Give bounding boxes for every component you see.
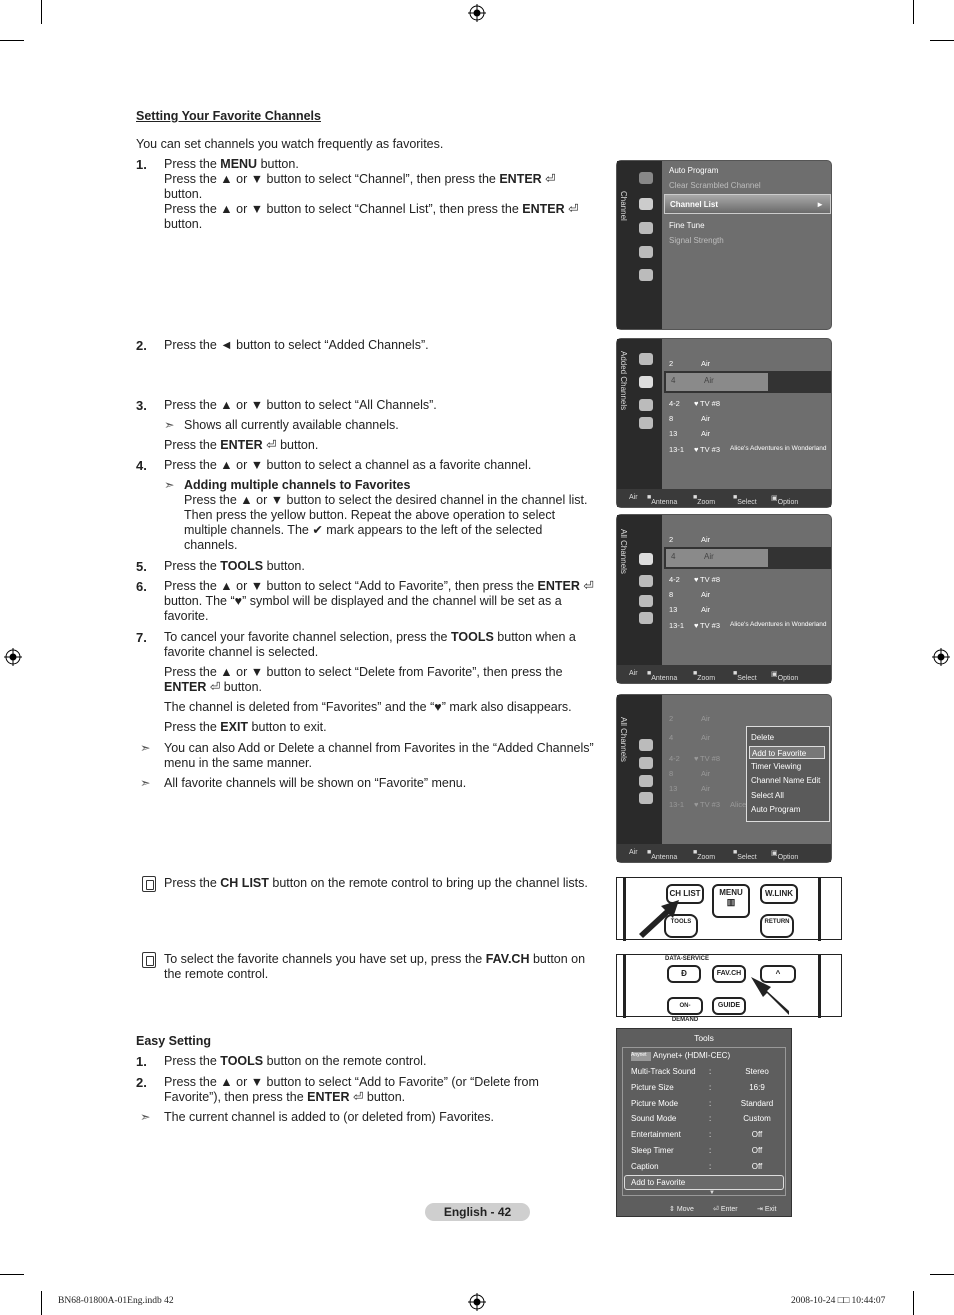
- return-button[interactable]: RETURN: [760, 914, 794, 938]
- channel-row[interactable]: 4-2 ♥ TV #8: [669, 399, 721, 408]
- crop-mark: [930, 40, 954, 41]
- tools-item[interactable]: Picture Size : 16:9: [631, 1083, 765, 1092]
- step-number: 7.: [136, 630, 147, 645]
- arrow-right-icon: ►: [816, 200, 824, 209]
- tools-menu: [616, 1028, 792, 1217]
- all-channels-icon: [639, 739, 653, 751]
- channel-row-selected[interactable]: 4 Air: [669, 733, 711, 742]
- channel-row[interactable]: 13-1 ♥ TV #3 Alice's Adventures in Wonderland: [669, 445, 827, 454]
- tools-item[interactable]: Caption : Off: [631, 1162, 763, 1171]
- registration-mark-icon: [4, 648, 22, 666]
- step-text: Press the ▲ or ▼ button to select “All Channels”.: [164, 398, 437, 412]
- subnote-body: Press the ▲ or ▼ button to select the desired channel in the channel list. Then press the yellow button. Repeat the above operation to select multiple channels. The ✔ mark appears to the left of the selected channels.: [184, 493, 588, 552]
- added-channels-icon: [639, 575, 653, 587]
- easy-note: ➣ The current channel is added to (or deleted from) Favorites.: [140, 1110, 495, 1124]
- channel-row[interactable]: 4-2 ♥ TV #8: [669, 575, 721, 584]
- step-2: [136, 338, 596, 353]
- sidebar-label: Channel: [619, 191, 628, 221]
- crop-mark: [41, 1291, 42, 1315]
- popup-item-delete[interactable]: Delete: [751, 733, 775, 742]
- programmed-icon: [639, 417, 653, 429]
- tools-footer-enter: ⏎ Enter: [713, 1206, 738, 1213]
- channel-row[interactable]: 2 Air: [669, 359, 711, 368]
- picture-icon: [639, 172, 653, 184]
- channel-list-footer: Air ■ Antenna ■ Zoom ■ Select ▣ Option: [617, 665, 831, 683]
- step-number: 2.: [136, 338, 147, 353]
- enter-icon: ⏎: [541, 172, 556, 186]
- easy-setting-title: Easy Setting: [136, 1034, 212, 1048]
- step-subnote: Shows all currently available channels.: [184, 418, 399, 432]
- channel-row[interactable]: 8 Air: [669, 590, 711, 599]
- step-3: 3. Press the ▲ or ▼ button to select “All Channels”. ➣ Shows all currently available channels. Press the ENTER ⏎ button.: [136, 398, 596, 453]
- tools-item-anynet[interactable]: Anynet Anynet+ (HDMI-CEC): [631, 1051, 731, 1060]
- added-channels-icon: [639, 757, 653, 769]
- menu-item-auto-program[interactable]: Auto Program: [669, 166, 719, 175]
- anynet-logo-icon: Anynet: [631, 1052, 651, 1061]
- page-number-badge: English - 42: [425, 1203, 530, 1221]
- crop-mark: [0, 1274, 24, 1275]
- note-fav-ch: To select the favorite channels you have set up, press the FAV.CH button on the remote control.: [164, 952, 586, 981]
- channel-row[interactable]: 13-1 ♥ TV #3 Alice's Adventures in Wonderland: [669, 621, 827, 630]
- crop-mark: [41, 0, 42, 24]
- heart-icon: ♥: [694, 800, 699, 809]
- tools-title: Tools: [694, 1033, 714, 1043]
- step-1: 1. Press the MENU button. Press the ▲ or ▼ button to select “Channel”, then press the ENTER ⏎ button. Press the ▲ or ▼ button to select “Channel List”, then press the ENTER ⏎ button.: [136, 157, 579, 231]
- application-icon: [639, 269, 653, 281]
- easy-step-2: 2. Press the ▲ or ▼ button to select “Add to Favorite” (or “Delete from Favorite”), then press the ENTER ⏎ button.: [136, 1075, 539, 1104]
- popup-item-auto-program[interactable]: Auto Program: [751, 805, 801, 814]
- channel-row[interactable]: 13 Air: [669, 429, 711, 438]
- step-4: [136, 458, 596, 553]
- enter-icon: ⏎: [564, 202, 579, 216]
- channel-row-selected[interactable]: 4 Air: [664, 371, 831, 393]
- guide-button[interactable]: GUIDE: [712, 997, 746, 1015]
- ch-list-button[interactable]: CH LIST: [666, 884, 704, 904]
- step-number: 6.: [136, 579, 147, 594]
- crop-mark: [913, 0, 914, 24]
- channel-row[interactable]: 4-2 ♥ TV #8: [669, 754, 721, 763]
- step-text: The channel is deleted from “Favorites” and the “♥” mark also disappears.: [164, 700, 572, 714]
- channel-row[interactable]: 13 Air: [669, 784, 711, 793]
- tools-item[interactable]: Picture Mode : Standard: [631, 1099, 774, 1108]
- note-add-delete: ➣ You can also Add or Delete a channel from Favorites in the “Added Channels” menu in the same manner.: [140, 741, 594, 770]
- tools-footer-exit: ⇥ Exit: [757, 1206, 777, 1213]
- popup-item-channel-name-edit[interactable]: Channel Name Edit: [751, 776, 821, 785]
- registration-mark-icon: [932, 648, 950, 666]
- crop-mark: [913, 1291, 914, 1315]
- added-channels-icon: [639, 376, 653, 388]
- tools-item-add-to-favorite[interactable]: Add to Favorite: [624, 1175, 784, 1190]
- tools-item[interactable]: Entertainment : Off: [631, 1130, 763, 1139]
- channel-row-selected[interactable]: 4 Air: [664, 547, 831, 569]
- wlink-button[interactable]: W.LINK: [760, 884, 798, 904]
- up-arrow-button[interactable]: ^: [760, 965, 796, 983]
- subnote-title: Adding multiple channels to Favorites: [184, 478, 411, 492]
- remote-ch-list-illustration: [616, 877, 842, 940]
- tools-item[interactable]: Sound Mode : Custom: [631, 1114, 771, 1123]
- channel-menu-screen: [616, 160, 832, 330]
- note-arrow-icon: ➣: [140, 741, 151, 755]
- channel-row[interactable]: 8 Air: [669, 769, 711, 778]
- added-channels-screen: [616, 338, 832, 508]
- channel-row[interactable]: 2 Air: [669, 535, 711, 544]
- step-number: 2.: [136, 1075, 147, 1090]
- heart-icon: ♥: [694, 621, 699, 630]
- tools-footer-move: ⇕ Move: [669, 1206, 694, 1213]
- fav-ch-button[interactable]: FAV.CH: [712, 965, 746, 983]
- favorite-icon: [639, 399, 653, 411]
- channel-row[interactable]: 2 Air: [669, 714, 711, 723]
- tools-item[interactable]: Multi-Track Sound : Stereo: [631, 1067, 769, 1076]
- all-channels-popup-screen: [616, 694, 832, 863]
- tools-button[interactable]: TOOLS: [664, 914, 698, 938]
- programmed-icon: [639, 792, 653, 804]
- note-favorite-menu: ➣ All favorite channels will be shown on “Favorite” menu.: [140, 776, 467, 790]
- sidebar-label: Added Channels: [619, 351, 628, 411]
- channel-icon: [639, 198, 653, 210]
- menu-item-fine-tune[interactable]: Fine Tune: [669, 221, 705, 230]
- heart-icon: ♥: [694, 445, 699, 454]
- setup-icon: [639, 222, 653, 234]
- step-number: 3.: [136, 398, 147, 413]
- step-5: 5. Press the TOOLS button.: [136, 559, 305, 574]
- data-service-button[interactable]: Ð: [667, 965, 701, 983]
- note-arrow-icon: ➣: [140, 776, 151, 790]
- step-number: 1.: [136, 157, 147, 172]
- sidebar-label: All Channels: [619, 717, 628, 762]
- crop-mark: [0, 40, 24, 41]
- pointing-arrow-icon: [635, 896, 681, 938]
- menu-item-signal-strength[interactable]: Signal Strength: [669, 236, 724, 245]
- heart-icon: ♥: [694, 399, 699, 408]
- footer-date: 2008-10-24 □□ 10:44:07: [791, 1296, 886, 1306]
- crop-mark: [930, 1274, 954, 1275]
- all-channels-icon: [639, 353, 653, 365]
- step-7: 7. To cancel your favorite channel selection, press the TOOLS button when a favorite channel is selected. Press the ▲ or ▼ button to select “Delete from Favorite”, then press the ENTER ⏎ button. The channel is deleted from “Favorites” and the “♥” mark also disappears. Press the EXIT button to exit.: [136, 630, 596, 735]
- step-number: 1.: [136, 1054, 147, 1069]
- menu-button[interactable]: MENU ▥: [712, 884, 750, 918]
- note-arrow-icon: ➣: [140, 1110, 151, 1124]
- all-channels-screen: [616, 514, 832, 684]
- popup-item-add-to-favorite[interactable]: Add to Favorite: [749, 746, 825, 759]
- enter-icon: ⏎: [579, 579, 594, 593]
- footer-file-name: BN68-01800A-01Eng.indb 42: [58, 1296, 174, 1306]
- popup-item-select-all[interactable]: Select All: [751, 791, 784, 800]
- sidebar-label: All Channels: [619, 529, 628, 574]
- favorite-icon: [639, 775, 653, 787]
- channel-list-footer: Air ■ Antenna ■ Zoom ■ Select ▣ Option: [617, 489, 831, 507]
- data-service-label: DATA-SERVICE: [665, 956, 710, 962]
- intro-text: You can set channels you watch frequently as favorites.: [136, 137, 444, 151]
- enter-icon: ⏎: [206, 680, 221, 694]
- scroll-down-icon: ▼: [709, 1190, 715, 1196]
- menu-item-clear-scrambled[interactable]: Clear Scrambled Channel: [669, 181, 761, 190]
- note-arrow-icon: ➣: [164, 478, 175, 492]
- menu-sidebar: [617, 161, 662, 329]
- all-channels-icon: [639, 553, 653, 565]
- remote-fav-ch-illustration: [616, 954, 842, 1023]
- heart-icon: ♥: [694, 754, 699, 763]
- favorite-icon: [639, 595, 653, 607]
- section-title: Setting Your Favorite Channels: [136, 109, 321, 123]
- channel-row[interactable]: 8 Air: [669, 414, 711, 423]
- menu-item-channel-list[interactable]: Channel List ►: [664, 194, 831, 214]
- enter-icon: ⏎: [262, 438, 277, 452]
- channel-option-popup: [746, 726, 830, 822]
- on-demand-button[interactable]: ON-DEMAND: [667, 997, 703, 1015]
- channel-row[interactable]: 13-1 ♥ TV #3 Alice: [669, 800, 747, 809]
- popup-item-timer-viewing[interactable]: Timer Viewing: [751, 762, 802, 771]
- registration-mark-icon: [468, 1293, 486, 1311]
- step-text: Press the ▲ or ▼ button to select a channel as a favorite channel.: [164, 458, 532, 472]
- registration-mark-icon: [468, 4, 486, 22]
- input-icon: [639, 246, 653, 258]
- channel-row[interactable]: 13 Air: [669, 605, 711, 614]
- note-ch-list: Press the CH LIST button on the remote control to bring up the channel lists.: [164, 876, 588, 890]
- step-text: Press the ◄ button to select “Added Channels”.: [164, 338, 429, 352]
- tools-item[interactable]: Sleep Timer : Off: [631, 1146, 763, 1155]
- programmed-icon: [639, 612, 653, 624]
- note-arrow-icon: ➣: [164, 418, 175, 432]
- step-6: 6. Press the ▲ or ▼ button to select “Add to Favorite”, then press the ENTER ⏎ button. The “♥” symbol will be displayed and the channel will be set as a favorite.: [136, 579, 594, 623]
- step-number: 5.: [136, 559, 147, 574]
- enter-icon: ⏎: [349, 1090, 364, 1104]
- easy-step-1: 1. Press the TOOLS button on the remote control.: [136, 1054, 427, 1069]
- heart-icon: ♥: [694, 575, 699, 584]
- step-number: 4.: [136, 458, 147, 473]
- pointing-arrow-icon: [745, 971, 791, 1017]
- channel-list-footer: Air ■ Antenna ■ Zoom ■ Select ▣ Option: [617, 844, 831, 862]
